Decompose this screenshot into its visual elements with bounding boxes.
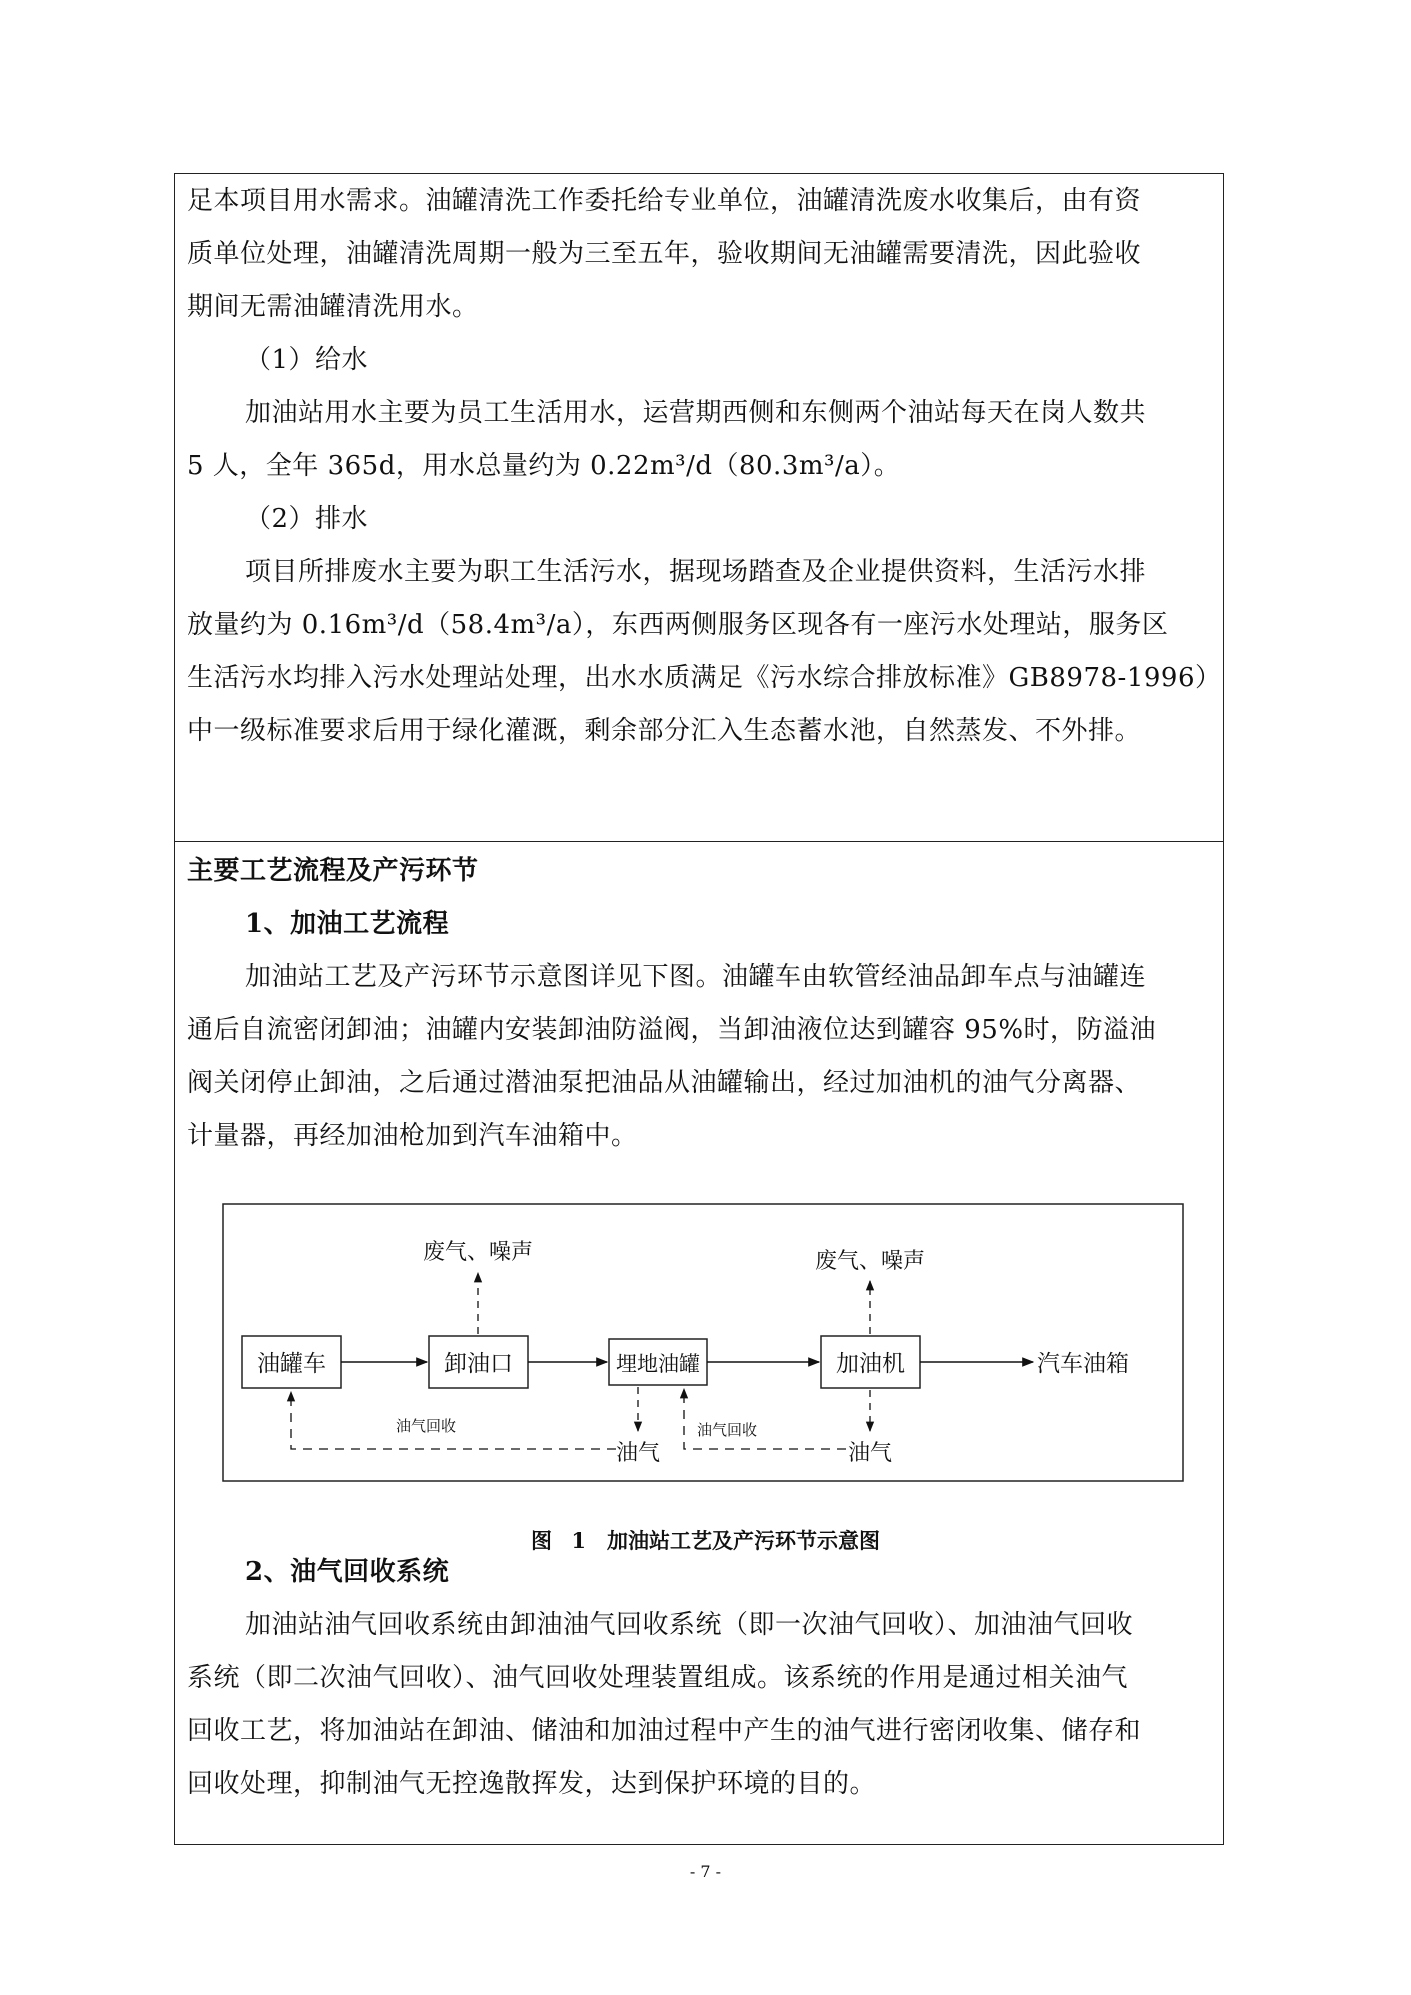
- node-tanker-label: 油罐车: [257, 1351, 326, 1377]
- node-dispenser-label: 加油机: [836, 1351, 905, 1377]
- text-line: 加油站工艺及产污环节示意图详见下图。油罐车由软管经油品卸车点与油罐连: [245, 962, 1147, 992]
- subsection-heading: 2、油气回收系统: [245, 1557, 450, 1587]
- water-supply-heading: （1）给水: [245, 345, 369, 375]
- subsection-heading: 1、加油工艺流程: [245, 909, 450, 939]
- text-line: 回收处理，抑制油气无控逸散挥发，达到保护环境的目的。: [187, 1769, 877, 1799]
- text-line: 项目所排废水主要为职工生活污水，据现场踏查及企业提供资料，生活污水排: [245, 557, 1147, 587]
- recovery-label-left: 油气回收: [396, 1417, 457, 1435]
- text-line: 加油站油气回收系统由卸油油气回收系统（即一次油气回收）、加油油气回收: [245, 1610, 1134, 1640]
- vapor-label-right: 油气: [847, 1441, 893, 1466]
- text-line: 期间无需油罐清洗用水。: [187, 292, 479, 322]
- node-unload-port: [429, 1336, 528, 1388]
- node-tanker: [242, 1336, 341, 1388]
- content-table: [174, 173, 1224, 1845]
- text-line: 放量约为 0.16m³/d（58.4m³/a），东西两侧服务区现各有一座污水处理站，服务区: [187, 610, 1169, 640]
- recovery-label-right: 油气回收: [697, 1421, 758, 1439]
- row-divider: [175, 841, 1223, 842]
- text-line: 5 人，全年 365d，用水总量约为 0.22m³/d（80.3m³/a）。: [187, 451, 901, 481]
- text-line: 通后自流密闭卸油；油罐内安装卸油防溢阀，当卸油液位达到罐容 95%时，防溢油: [187, 1015, 1157, 1045]
- emission-label-left: 废气、噪声: [422, 1240, 534, 1265]
- node-car-tank: 汽车油箱: [1037, 1351, 1129, 1377]
- section-title: 主要工艺流程及产污环节: [187, 856, 479, 886]
- vapor-return-right: [684, 1389, 846, 1449]
- vapor-label-left: 油气: [615, 1441, 661, 1466]
- text-line: 阀关闭停止卸油，之后通过潜油泵把油品从油罐输出，经过加油机的油气分离器、: [187, 1068, 1142, 1098]
- text-line: 计量器，再经加油枪加到汽车油箱中。: [187, 1121, 638, 1151]
- text-line: 足本项目用水需求。油罐清洗工作委托给专业单位，油罐清洗废水收集后，由有资: [187, 186, 1142, 216]
- text-line: 回收工艺，将加油站在卸油、储油和加油过程中产生的油气进行密闭收集、储存和: [187, 1716, 1142, 1746]
- process-diagram: [222, 1203, 1185, 1483]
- page-number: - 7 -: [689, 1862, 722, 1881]
- drainage-heading: （2）排水: [245, 504, 369, 534]
- text-line: 中一级标准要求后用于绿化灌溉，剩余部分汇入生态蓄水池，自然蒸发、不外排。: [187, 716, 1142, 746]
- node-tank-label: 埋地油罐: [616, 1352, 700, 1376]
- node-underground-tank: [609, 1339, 707, 1385]
- node-dispenser: [821, 1336, 920, 1388]
- text-line: 质单位处理，油罐清洗周期一般为三至五年，验收期间无油罐需要清洗，因此验收: [187, 239, 1142, 269]
- text-line: 生活污水均排入污水处理站处理，出水水质满足《污水综合排放标准》GB8978-1996）: [187, 663, 1222, 693]
- node-unload-label: 卸油口: [444, 1351, 513, 1377]
- figure-caption: 图 1 加油站工艺及产污环节示意图: [531, 1528, 880, 1553]
- emission-label-right: 废气、噪声: [814, 1249, 926, 1274]
- text-line: 系统（即二次油气回收）、油气回收处理装置组成。该系统的作用是通过相关油气: [187, 1663, 1129, 1693]
- text-line: 加油站用水主要为员工生活用水，运营期西侧和东侧两个油站每天在岗人数共: [245, 398, 1147, 428]
